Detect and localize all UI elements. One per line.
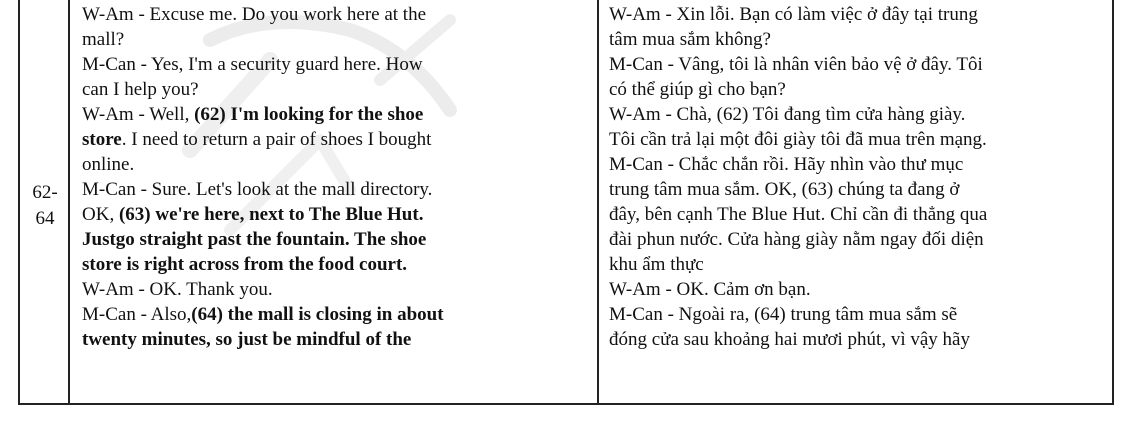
vietnamese-line: trung tâm mua sắm. OK, (63) chúng ta đang ở: [609, 179, 960, 200]
english-text: W-Am - Well,: [82, 104, 195, 125]
english-line: [82, 252, 407, 278]
vietnamese-line: đóng cửa sau khoảng hai mươi phút, vì vậy hãy: [609, 329, 970, 350]
transcript-table: [18, 0, 1114, 405]
vietnamese-line: có thể giúp gì cho bạn?: [609, 79, 786, 100]
english-line: [82, 2, 426, 28]
vietnamese-line: M-Can - Vâng, tôi là nhân viên bảo vệ ở đây. Tôi: [609, 54, 983, 75]
vietnamese-line: W-Am - Xin lỗi. Bạn có làm việc ở đây tại trung: [609, 4, 978, 25]
english-line: [82, 302, 444, 328]
english-transcript-cell: [70, 0, 599, 403]
vietnamese-line: đây, bên cạnh The Blue Hut. Chỉ cần đi thẳng qua: [609, 204, 988, 225]
english-text: OK,: [82, 204, 119, 225]
english-line: [82, 202, 423, 228]
english-key-answer-text: Justgo straight past the fountain. The shoe: [82, 229, 427, 250]
vietnamese-line: khu ẩm thực: [609, 254, 704, 275]
question-range: [20, 180, 70, 232]
vietnamese-line: W-Am - Chà, (62) Tôi đang tìm cửa hàng giày.: [609, 104, 966, 125]
english-key-answer-text: twenty minutes, so just be mindful of the: [82, 329, 412, 350]
english-line: [82, 127, 431, 153]
vietnamese-line: Tôi cần trả lại một đôi giày tôi đã mua trên mạng.: [609, 129, 987, 150]
english-text: M-Can - Also,: [82, 304, 192, 325]
english-text: M-Can - Sure. Let's look at the mall directory.: [82, 179, 433, 200]
english-key-answer-text: store is right across from the food court.: [82, 254, 408, 275]
english-key-answer-text: (64) the mall is closing in about: [191, 304, 444, 325]
english-line: [82, 177, 432, 203]
question-number-cell: [20, 0, 70, 403]
english-line: [82, 327, 411, 353]
vietnamese-line: tâm mua sắm không?: [609, 29, 771, 50]
english-text: mall?: [82, 29, 125, 50]
english-line: [82, 52, 423, 78]
english-text: online.: [82, 154, 135, 175]
english-line: [82, 102, 423, 128]
english-line: [82, 77, 199, 103]
english-text: M-Can - Yes, I'm a security guard here. How: [82, 54, 423, 75]
english-key-answer-text: (63) we're here, next to The Blue Hut.: [118, 204, 424, 225]
english-line: [82, 227, 426, 253]
english-line: [82, 152, 134, 178]
vietnamese-line: M-Can - Ngoài ra, (64) trung tâm mua sắm sẽ: [609, 304, 958, 325]
vietnamese-translation-cell: [599, 0, 1112, 403]
english-text: W-Am - Excuse me. Do you work here at the: [82, 4, 427, 25]
english-line: [82, 277, 273, 303]
english-key-answer-text: store: [82, 129, 122, 150]
vietnamese-line: đài phun nước. Cửa hàng giày nằm ngay đối diện: [609, 229, 984, 250]
english-text: W-Am - OK. Thank you.: [82, 279, 273, 300]
english-line: [82, 27, 124, 53]
english-text: can I help you?: [82, 79, 199, 100]
english-text: . I need to return a pair of shoes I bought: [121, 129, 432, 150]
english-key-answer-text: (62) I'm looking for the shoe: [194, 104, 424, 125]
question-range-line: 64: [35, 208, 55, 229]
question-range-line: 62-: [32, 182, 58, 203]
vietnamese-line: M-Can - Chắc chắn rồi. Hãy nhìn vào thư mục: [609, 154, 964, 175]
vietnamese-line: W-Am - OK. Cảm ơn bạn.: [609, 279, 811, 300]
